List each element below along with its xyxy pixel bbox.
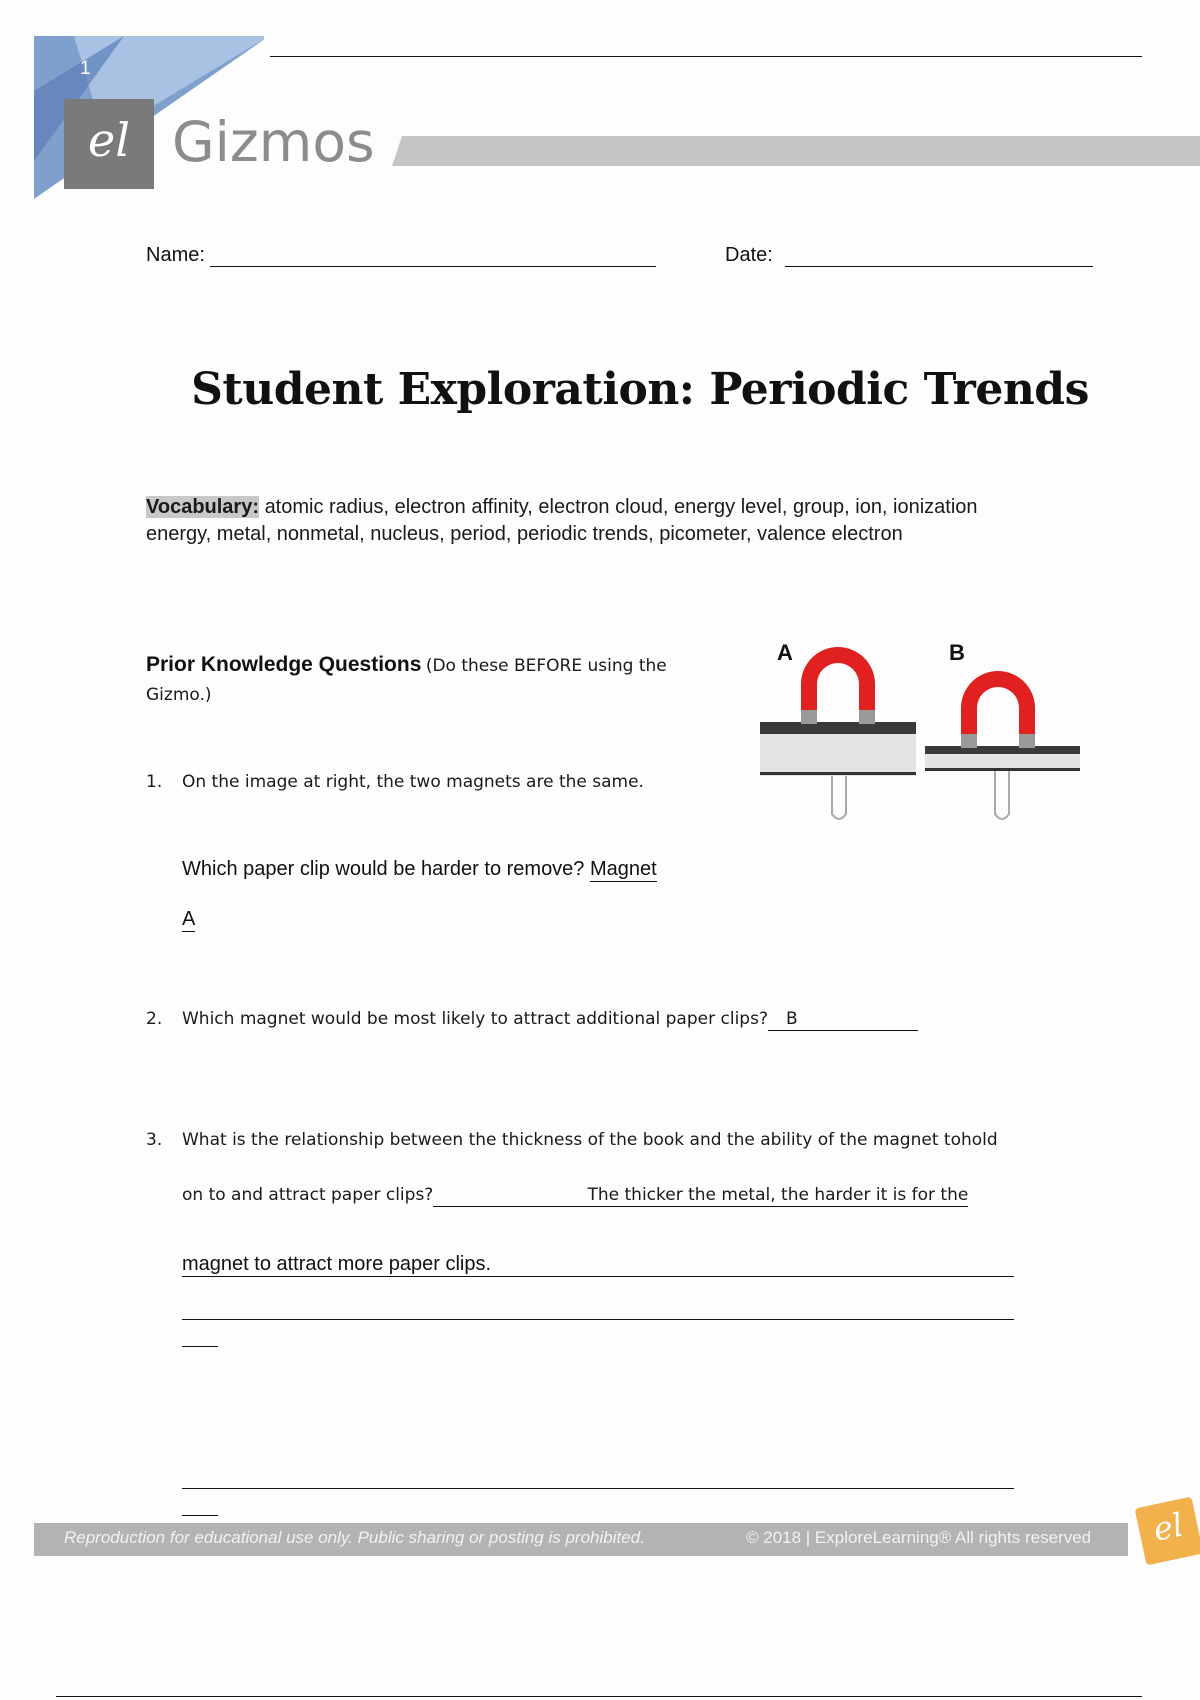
q3-line-1: What is the relationship between the thickness of the book and the ability of the magnet tohold [182,1130,998,1150]
prior-note-line-1: (Do these BEFORE using the [425,656,667,676]
q1-number: 1. [146,772,163,792]
answer-line-2[interactable] [182,1488,1014,1489]
vocabulary [146,494,1106,548]
header-rule [270,56,1142,57]
page-footer [34,1523,1128,1556]
name-field[interactable] [210,266,656,267]
figure-label-b: B [949,640,965,665]
magnets-figure [755,636,1085,826]
vocabulary-line-1: atomic radius, electron affinity, electron cloud, energy level, group, ion, ionization [264,496,978,518]
book-a-cover [760,722,916,734]
name-label: Name: [146,244,205,266]
q3-line-2 [182,1185,968,1207]
answer-line-1-stub [182,1346,218,1347]
q2-line [182,1009,918,1031]
page-title: Student Exploration: Periodic Trends [191,364,1089,415]
prior-knowledge [146,651,726,709]
book-b-cover [925,746,1080,754]
prior-heading: Prior Knowledge Questions [146,653,422,676]
q2-answer[interactable]: B [768,1009,918,1031]
prior-note-line-2: Gizmo.) [146,685,212,705]
gizmos-logo-icon [64,99,154,189]
header-bar [392,136,1200,166]
q1-answer-line-2 [182,908,195,931]
footer-logo-mark: el [1149,1505,1187,1549]
date-label: Date: [725,244,773,266]
footer-rights: © 2018 | ExploreLearning® All rights reserved [746,1528,1092,1547]
q1-answer-part-2[interactable]: A [182,908,196,930]
vocabulary-label: Vocabulary: [146,496,259,518]
footer-logo-icon [1135,1497,1200,1566]
q1-text: On the image at right, the two magnets are the same. [182,772,644,792]
answer-line-1[interactable] [182,1319,1014,1320]
figure-label-a: A [777,640,793,665]
paper-clip-a [832,776,846,819]
vocabulary-line-2: energy, metal, nonmetal, nucleus, period, periodic trends, picometer, valence electron [146,523,903,545]
q1-answer-part-1[interactable]: Magnet [590,858,657,880]
brand-name: Gizmos [172,110,375,174]
q3-number: 3. [146,1130,163,1150]
q1-sub-text: Which paper clip would be harder to remove? [182,858,585,880]
date-field[interactable] [785,266,1093,267]
page-number: 1 [80,58,91,79]
q3-line-2-text: on to and attract paper clips? [182,1185,434,1205]
q3-answer-1[interactable]: The thicker the metal, the harder it is for the [433,1185,968,1207]
answer-line-2-stub [182,1515,218,1516]
paper-clip-b [995,771,1009,819]
footer-copyright-notice: Reproduction for educational use only. Public sharing or posting is prohibited. [64,1528,645,1547]
q2-text: Which magnet would be most likely to attract additional paper clips? [182,1009,768,1029]
q2-number: 2. [146,1009,163,1029]
q3-answer-2[interactable]: magnet to attract more paper clips. [182,1253,1014,1277]
bottom-rule [56,1696,1142,1697]
logo-mark: el [88,113,130,167]
q1-sub [182,858,657,881]
magnets-image [755,636,1085,826]
